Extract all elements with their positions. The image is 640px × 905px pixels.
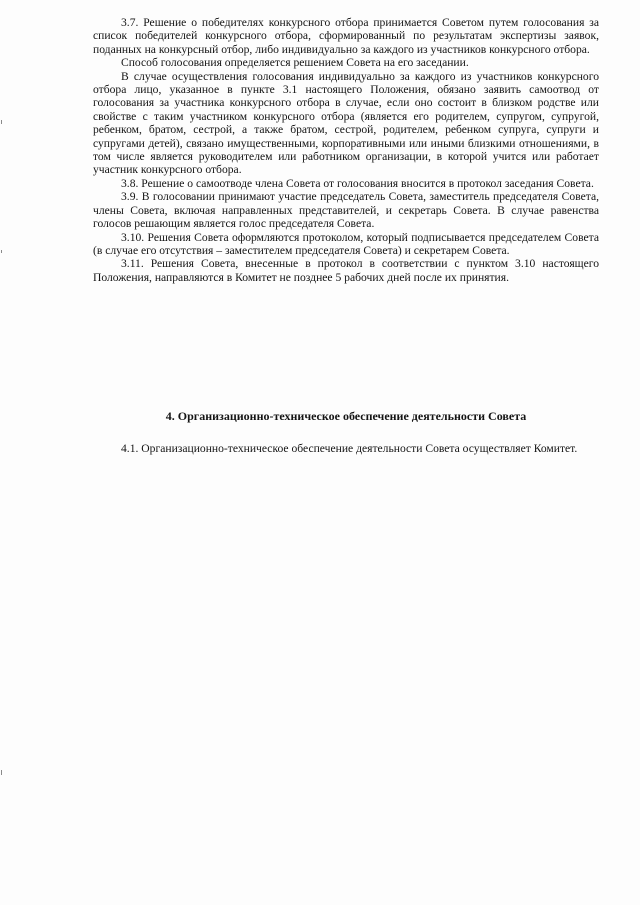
paragraph-3-10: 3.10. Решения Совета оформляются протоколом, который подписывается председателем Совета (в случае его отсутствия – заместителем председателя Совета) и секретарем Совета.	[93, 230, 599, 257]
scan-margin-mark	[1, 120, 2, 124]
paragraph-self-recusal: В случае осуществления голосования индивидуально за каждого из участников конкурсного отбора лицо, указанное в пункте 3.1 настоящего Положения, обязано заявить самоотвод от голосования за участника конкурсного отбора в случае, если оно состоит в близком родстве или свойстве с таким участником конкурсного отбора (является его родителем, супругом, супругой, ребенком, братом, сестрой, а также братом, сестрой, родителем, ребенком супруга, супруги и супругами детей), связано имущественными, корпоративными или иными близкими отношениями, в том числе является руководителем или работником организации, в которой учится или работает участник конкурсного отбора.	[93, 69, 599, 177]
paragraph-3-8: 3.8. Решение о самоотводе члена Совета от голосования вносится в протокол заседания Совета.	[121, 176, 594, 190]
paragraph-voting-method: Способ голосования определяется решением Совета на его заседании.	[121, 56, 469, 70]
paragraph-3-9: 3.9. В голосовании принимают участие председатель Совета, заместитель председателя Совета, члены Совета, включая направленных представителей, и секретарь Совета. В случае равенства голосов решающим является голос председателя Совета.	[93, 190, 599, 231]
scan-margin-mark	[1, 250, 2, 253]
paragraph-3-7: 3.7. Решение о победителях конкурсного отбора принимается Советом путем голосования за список победителей конкурсного отбора, сформированный по результатам экспертизы заявок, поданных на конкурсный отбор, либо индивидуально за каждого из участников конкурсного отбора.	[93, 16, 599, 56]
section-4-text	[93, 442, 599, 455]
scan-margin-mark	[1, 770, 2, 775]
paragraph-3-11: 3.11. Решения Совета, внесенные в протокол в соответствии с пунктом 3.10 настоящего Положения, направляются в Комитет не позднее 5 рабочих дней после их принятия.	[93, 257, 599, 284]
section-4-heading: 4. Организационно-техническое обеспечение деятельности Совета	[165, 409, 527, 423]
paragraph-4-1: 4.1. Организационно-техническое обеспечение деятельности Совета осуществляет Комитет.	[121, 442, 578, 455]
section-3-text	[93, 16, 599, 284]
